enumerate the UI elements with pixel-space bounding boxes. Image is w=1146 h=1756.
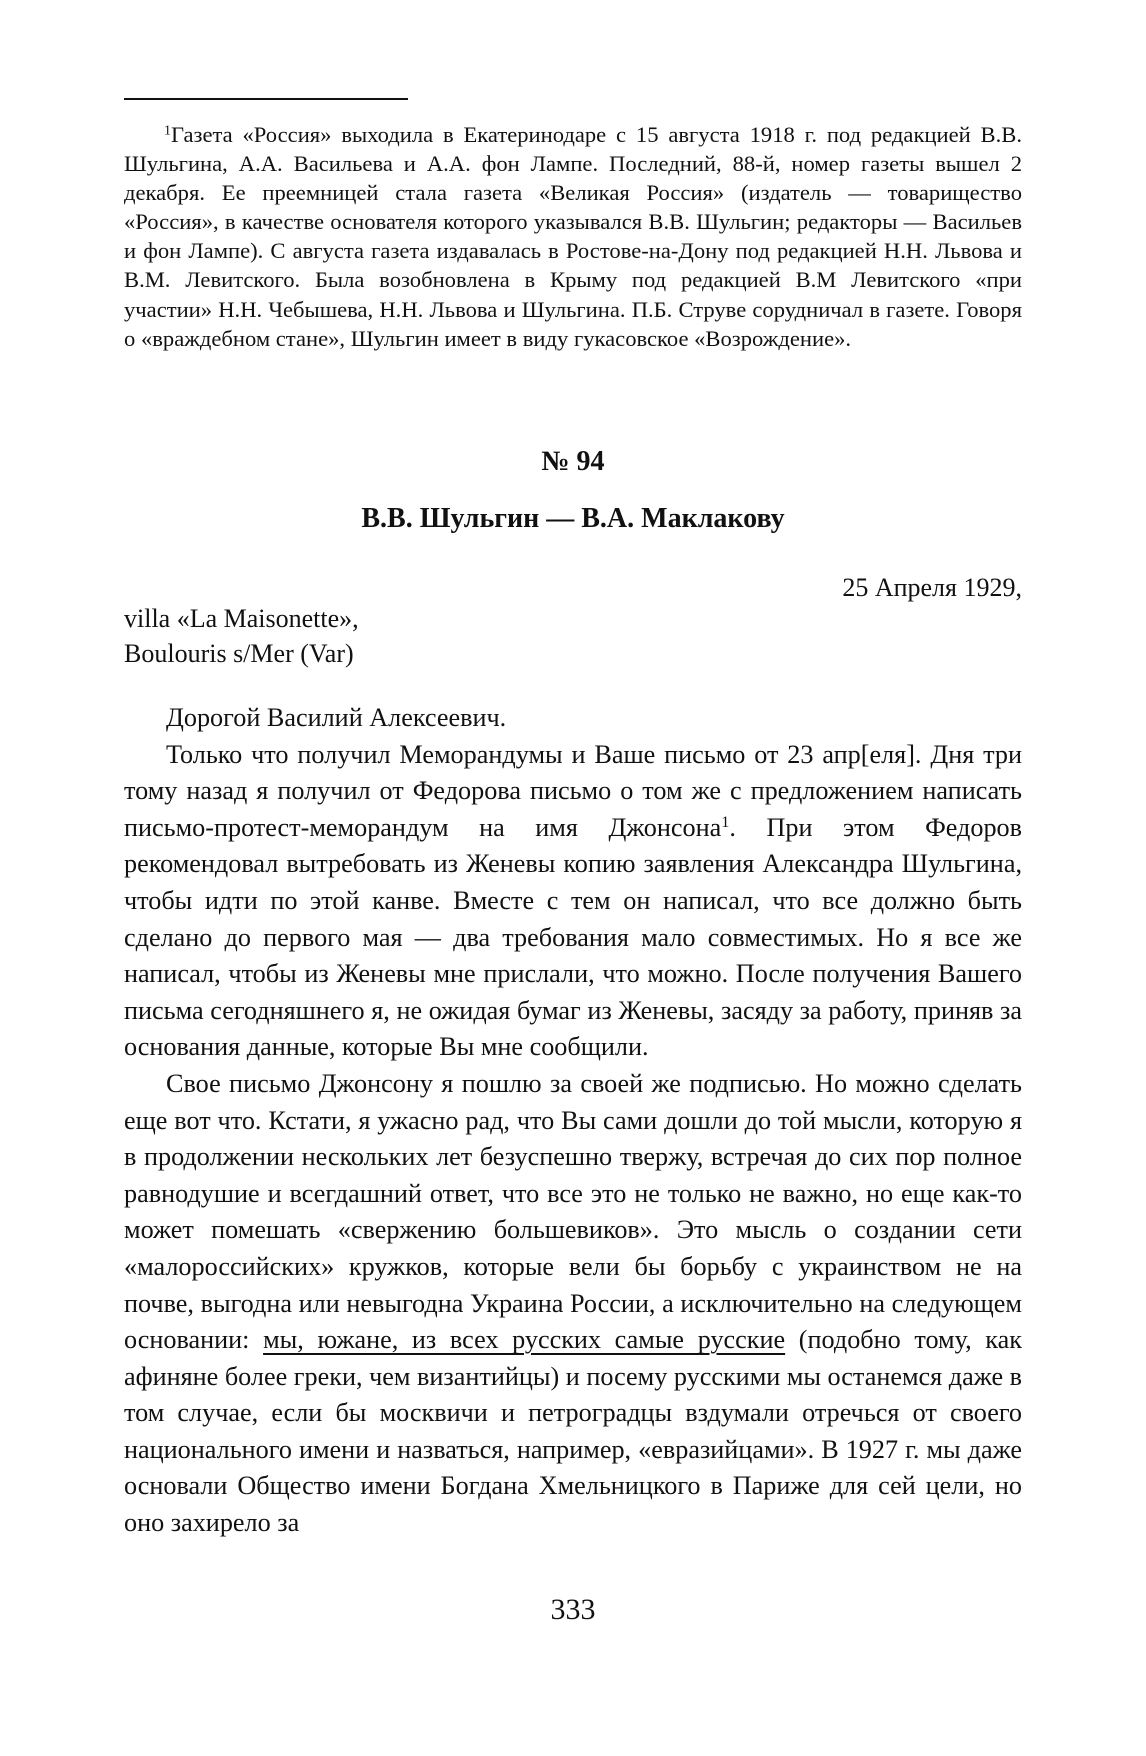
document-number: № 94: [541, 446, 605, 477]
paragraph-2: [124, 1066, 1022, 1542]
salutation: Дорогой Василий Алексеевич.: [166, 703, 507, 732]
underlined-phrase: мы, южане, из всех русских самые русские: [263, 1325, 786, 1355]
paragraph-1-text-b: . При этом Федоров рекомендовал вытребовать из Женевы копию заявления Александра Шульгина, чтобы идти по этой канве. Вместе с тем он написал, что все должно быть сделано до первого мая — два требования мало совместимых. Но я все же написал, чтобы из Женевы мне прислали, что можно. После получения Вашего письма сегодняшнего я, не ожидая бумаг из Женевы, засяду за работу, приняв за основания данные, которые Вы мне сообщили.: [124, 812, 1023, 1062]
letter-date: 25 Апреля 1929,: [842, 573, 1022, 602]
letter-body: [124, 700, 1022, 1542]
paragraph-1-text-a: Только что получил Меморандумы и Ваше письмо от 23 апр[еля]. Дня три тому назад я получил от Федорова письмо о том же с предложением написать письмо-протест-меморандум на имя Джонсона: [124, 739, 1022, 842]
letter-address: [124, 601, 359, 671]
document-title: В.В. Шульгин — В.А. Маклакову: [361, 503, 785, 534]
paragraph-2-text-a: Свое письмо Джонсону я пошлю за своей же подписью. Но можно сделать еще вот что. Кстати, я ужасно рад, что Вы сами дошли до той мысли, которую я в продолжении нескольких лет безуспешно твержу, встречая до сих пор полное равнодушие и всегдашний ответ, что все это не только не важно, но еще как-то может помешать «свержению большевиков». Это мысль о создании сети «малороссийских» кружков, которые вели бы борьбу с украинством не на почве, выгодна или невыгодна Украина России, а исключительно на следующем основании:: [124, 1068, 1022, 1355]
footnote-reference: 1: [721, 812, 730, 831]
paragraph-1: [124, 737, 1022, 1066]
page-number: 333: [550, 1593, 596, 1626]
address-line-1: villa «La Maisonette»,: [124, 604, 359, 633]
footnote: [124, 120, 1022, 353]
footnote-marker: 1: [164, 123, 171, 139]
footnote-separator: [124, 98, 408, 100]
address-line-2: Boulouris s/Mer (Var): [124, 639, 354, 668]
paragraph-2-text-b: (подобно тому, как афиняне более греки, чем византийцы) и посему русскими мы останемся даже в том случае, если бы москвичи и петроградцы вздумали отречься от своего национального имени и назваться, например, «евразийцами». В 1927 г. мы даже основали Общество имени Богдана Хмельницкого в Париже для сей цели, но оно захирело за: [124, 1325, 1022, 1538]
footnote-text: Газета «Россия» выходила в Екатеринодаре с 15 августа 1918 г. под редакцией В.В. Шульгина, А.А. Васильева и А.А. фон Лампе. Последний, 88-й, номер газеты вышел 2 декабря. Ее преемницей стала газета «Великая Россия» (издатель — товарищество «Россия», в качестве основателя которого указывался В.В. Шульгин; редакторы — Васильев и фон Лампе). С августа газета издавалась в Ростове-на-Дону под редакцией Н.Н. Львова и В.М. Левитского. Была возобновлена в Крыму под редакцией В.М Левитского «при участии» Н.Н. Чебышева, Н.Н. Львова и Шульгина. П.Б. Струве сорудничал в газете. Говоря о «враждебном стане», Шульгин имеет в виду гукасовское «Возрождение».: [124, 122, 1022, 351]
